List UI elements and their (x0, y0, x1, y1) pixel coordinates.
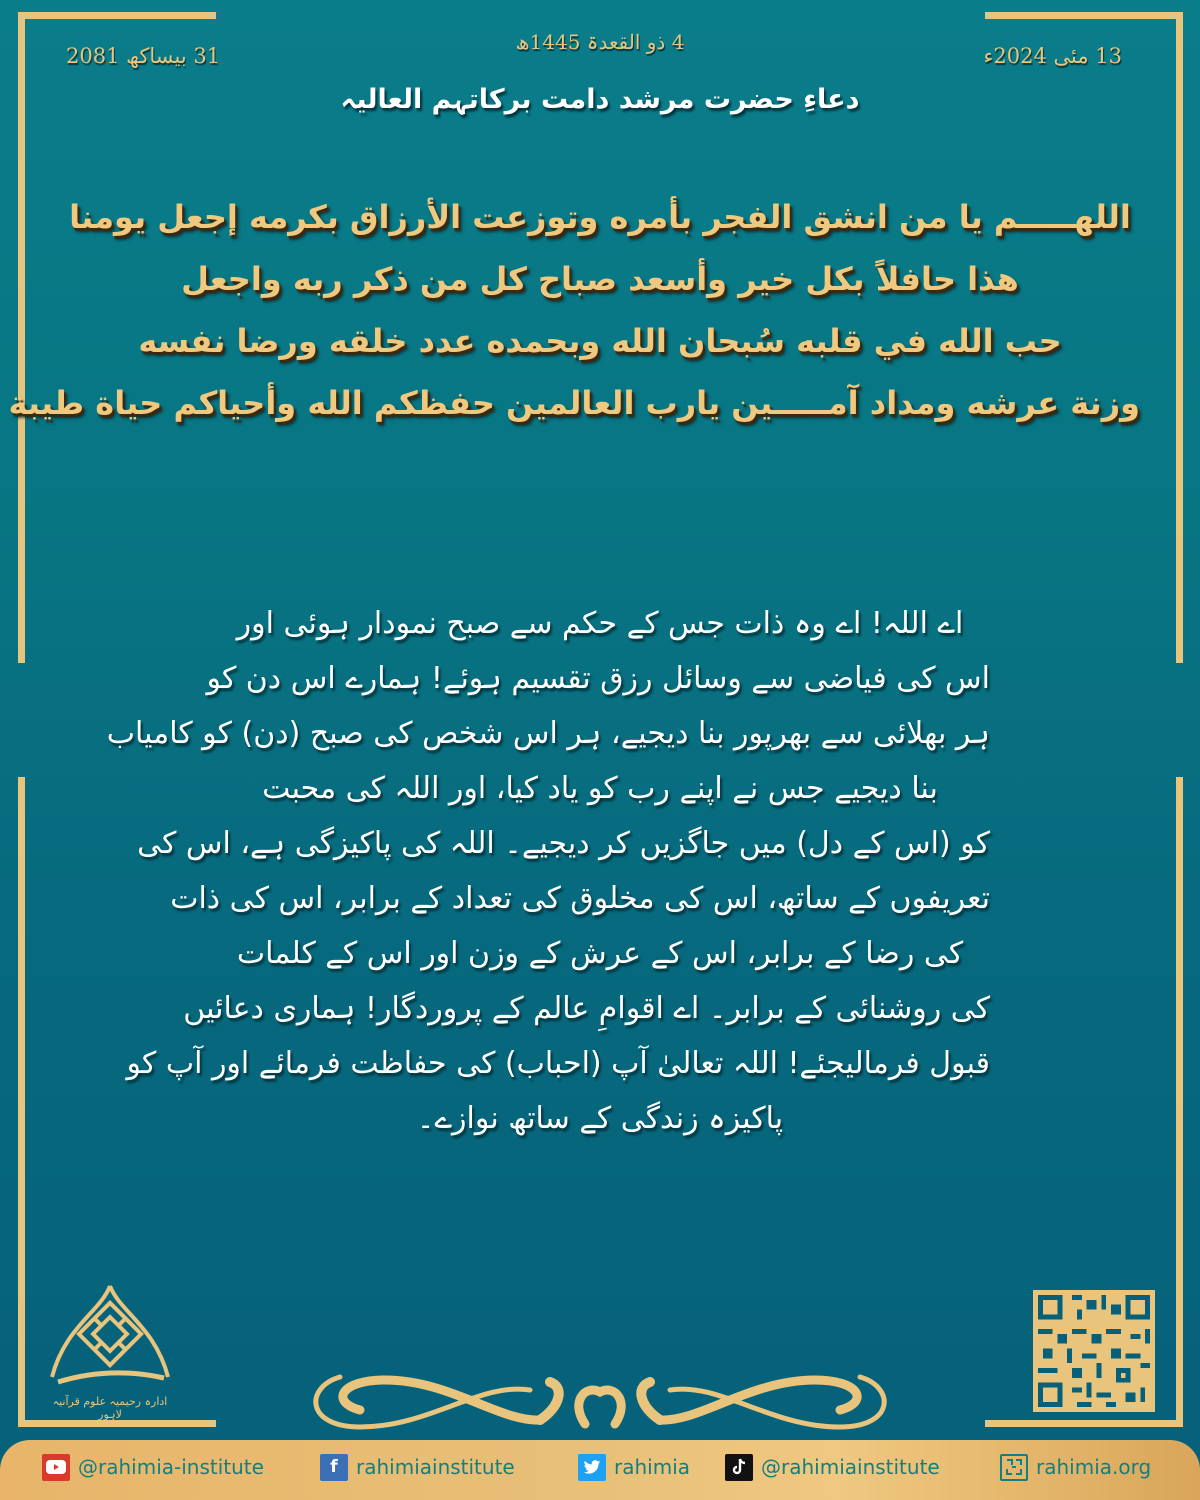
arabic-line: اللهـــــم يا من انشق الفجر بأمره وتوزعت الأرزاق بكرمه إجعل يومنا (69, 198, 1131, 236)
tiktok-handle: @rahimiainstitute (761, 1455, 940, 1479)
decorative-flourish-icon (300, 1362, 900, 1432)
facebook-link[interactable] (320, 1452, 515, 1482)
urdu-line: بنا دیجیے جس نے اپنے رب کو یاد کیا، اور اللہ کی محبت (262, 771, 938, 806)
frame-bottom-right-horizontal (985, 1420, 1183, 1427)
twitter-handle: rahimia (614, 1455, 691, 1479)
frame-top-right-horizontal (985, 12, 1183, 19)
arabic-line: هذا حافلاً بكل خير وأسعد صباح كل من ذكر ربه واجعل (181, 260, 1019, 298)
hijri-date: 4 ذو القعدۃ 1445ھ (515, 30, 685, 54)
bikrami-date: 31 بیساکھ 2081 (66, 44, 221, 68)
tiktok-icon (725, 1454, 753, 1481)
youtube-handle: @rahimia-institute (78, 1455, 264, 1479)
urdu-line: ہر بھلائی سے بھرپور بنا دیجیے، ہر اس شخص کی صبح (دن) کو کامیاب (106, 716, 990, 751)
arabic-line: حب الله في قلبه سُبحان الله وبحمده عدد خلقه ورضا نفسه (138, 322, 1062, 360)
frame-right-lower-vertical (1176, 777, 1183, 1427)
facebook-icon: f (320, 1454, 348, 1481)
urdu-line: کی رضا کے برابر، اس کے عرش کے وزن اور اس کے کلمات (236, 936, 964, 971)
facebook-handle: rahimiainstitute (356, 1455, 515, 1479)
tiktok-link[interactable] (725, 1452, 940, 1482)
gregorian-date: 13 مئی 2024ء (983, 44, 1122, 68)
urdu-line: قبول فرمالیجئے! اللہ تعالیٰ آپ (احباب) کی حفاظت فرمائے اور آپ کو (126, 1046, 990, 1081)
urdu-line: کی روشنائی کے برابر۔ اے اقوامِ عالم کے پروردگار! ہماری دعائیں (183, 991, 990, 1026)
youtube-icon (42, 1454, 70, 1481)
urdu-line: پاکیزہ زندگی کے ساتھ نوازے۔ (416, 1101, 784, 1136)
website-icon (1000, 1454, 1028, 1481)
frame-left-lower-vertical (18, 777, 25, 1427)
qr-code[interactable] (1033, 1290, 1155, 1412)
urdu-line: تعریفوں کے ساتھ، اس کی مخلوق کی تعداد کے برابر، اس کی ذات (170, 881, 990, 916)
frame-top-left-horizontal (18, 12, 216, 19)
logo-subtitle: ادارہ رحیمیہ علوم قرآنیہ لاہور (52, 1395, 168, 1421)
urdu-line: اس کی فیاضی سے وسائل رزق تقسیم ہوئے! ہمارے اس دن کو (206, 661, 990, 696)
urdu-line: کو (اس کے دل) میں جاگزیں کر دیجیے۔ اللہ کی پاکیزگی ہے، اس کی (137, 826, 990, 861)
website-link[interactable] (1000, 1452, 1151, 1482)
urdu-translation (106, 596, 990, 1146)
page-title: دعاءِ حضرت مرشد دامت برکاتہم العالیہ (340, 84, 860, 115)
urdu-line: اے اللہ! اے وہ ذات جس کے حکم سے صبح نمودار ہوئی اور (236, 606, 964, 641)
twitter-icon (578, 1454, 606, 1481)
arabic-line: وزنة عرشه ومداد آمـــــين يارب العالمين حفظكم الله وأحياكم حياة طيبة (8, 384, 1140, 422)
youtube-link[interactable] (42, 1452, 264, 1482)
twitter-link[interactable] (578, 1452, 690, 1482)
arabic-dua (8, 186, 1140, 434)
website-url: rahimia.org (1036, 1455, 1152, 1479)
